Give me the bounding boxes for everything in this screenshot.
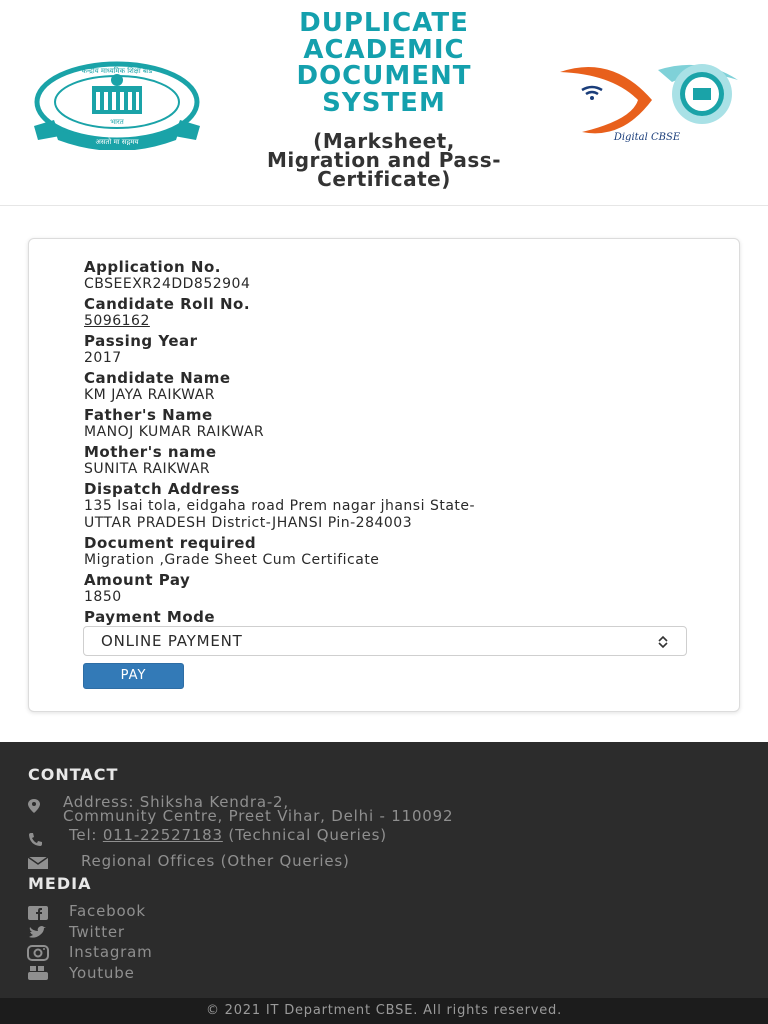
field-value: KM JAYA RAIKWAR	[84, 387, 216, 403]
pay-button[interactable]: PAY	[83, 663, 184, 689]
application-details-card	[28, 238, 740, 712]
page-header	[0, 0, 768, 206]
field-label: Application No.	[84, 258, 221, 276]
title-line: DOCUMENT	[296, 61, 472, 91]
application-no-field	[84, 260, 704, 292]
title-line: SYSTEM	[322, 87, 446, 118]
telephone-link[interactable]: 011-22527183	[102, 826, 223, 844]
cbse-emblem-logo	[24, 58, 210, 150]
copyright-text: © 2021 IT Department CBSE. All rights reserved.	[0, 998, 768, 1024]
phone-icon	[27, 832, 49, 848]
field-label: Passing Year	[84, 332, 198, 350]
father-name-field	[84, 408, 704, 440]
title-line: ACADEMIC	[303, 34, 465, 65]
passing-year-field	[84, 334, 704, 366]
twitter-link[interactable]: Twitter	[69, 923, 125, 941]
candidate-name-field	[84, 371, 704, 403]
dispatch-address-field	[84, 482, 704, 531]
facebook-icon	[27, 905, 49, 921]
telephone-line: Tel: 011-22527183 (Technical Queries)	[69, 826, 387, 844]
payment-mode-selected: ONLINE PAYMENT	[101, 632, 243, 650]
page-footer	[0, 742, 768, 998]
title-line: DUPLICATE	[299, 8, 469, 38]
instagram-icon	[27, 945, 49, 961]
facebook-link[interactable]: Facebook	[69, 902, 146, 920]
regional-offices-link[interactable]: Regional Offices (Other Queries)	[81, 852, 350, 870]
svg-text:केन्द्रीय माध्यमिक शिक्षा बोर्: केन्द्रीय माध्यमिक शिक्षा बोर्ड	[81, 67, 153, 75]
field-label: Amount Pay	[84, 571, 191, 589]
map-pin-icon	[27, 798, 49, 814]
payment-mode-field	[84, 610, 704, 625]
field-value: 1850	[84, 589, 122, 605]
field-value: MANOJ KUMAR RAIKWAR	[84, 424, 265, 440]
field-value: CBSEEXR24DD852904	[84, 276, 251, 292]
subtitle-line: Migration and Pass-	[266, 148, 502, 172]
document-required-field	[84, 536, 704, 568]
page-title	[214, 10, 554, 116]
svg-text:Digital CBSE: Digital CBSE	[613, 132, 681, 143]
youtube-link[interactable]: Youtube	[69, 964, 135, 982]
envelope-icon	[27, 855, 49, 871]
field-label: Father's Name	[84, 406, 213, 424]
field-label: Mother's name	[84, 443, 217, 461]
address-line-2: Community Centre, Preet Vihar, Delhi - 110092	[63, 807, 454, 825]
field-label: Candidate Roll No.	[84, 295, 251, 313]
field-value: SUNITA RAIKWAR	[84, 461, 211, 477]
digital-cbse-logo	[552, 60, 742, 146]
subtitle-line: Certificate)	[317, 167, 451, 191]
subtitle-line: (Marksheet,	[313, 129, 455, 153]
twitter-icon	[27, 925, 49, 941]
roll-no-field	[84, 297, 704, 329]
page-subtitle	[196, 129, 572, 191]
field-value: 5096162	[84, 313, 150, 329]
contact-heading: CONTACT	[28, 765, 119, 784]
field-label: Dispatch Address	[84, 480, 240, 498]
media-heading: MEDIA	[28, 874, 92, 893]
field-label: Candidate Name	[84, 369, 231, 387]
select-arrows-icon	[656, 635, 670, 649]
youtube-icon	[27, 965, 49, 981]
mother-name-field	[84, 445, 704, 477]
field-value: UTTAR PRADESH District-JHANSI Pin-284003	[84, 515, 413, 531]
field-label: Payment Mode	[84, 608, 216, 626]
svg-text:भारत: भारत	[110, 118, 124, 126]
address-line-1: Address: Shiksha Kendra-2,	[63, 793, 289, 811]
field-value: 135 Isai tola, eidgaha road Prem nagar jhansi State-	[84, 498, 476, 514]
field-value: 2017	[84, 350, 122, 366]
payment-mode-select[interactable]	[83, 626, 687, 656]
svg-text:असतो मा सद्गमय: असतो मा सद्गमय	[95, 138, 139, 146]
amount-pay-field	[84, 573, 704, 605]
field-label: Document required	[84, 534, 257, 552]
instagram-link[interactable]: Instagram	[69, 943, 153, 961]
field-value: Migration ,Grade Sheet Cum Certificate	[84, 552, 380, 568]
